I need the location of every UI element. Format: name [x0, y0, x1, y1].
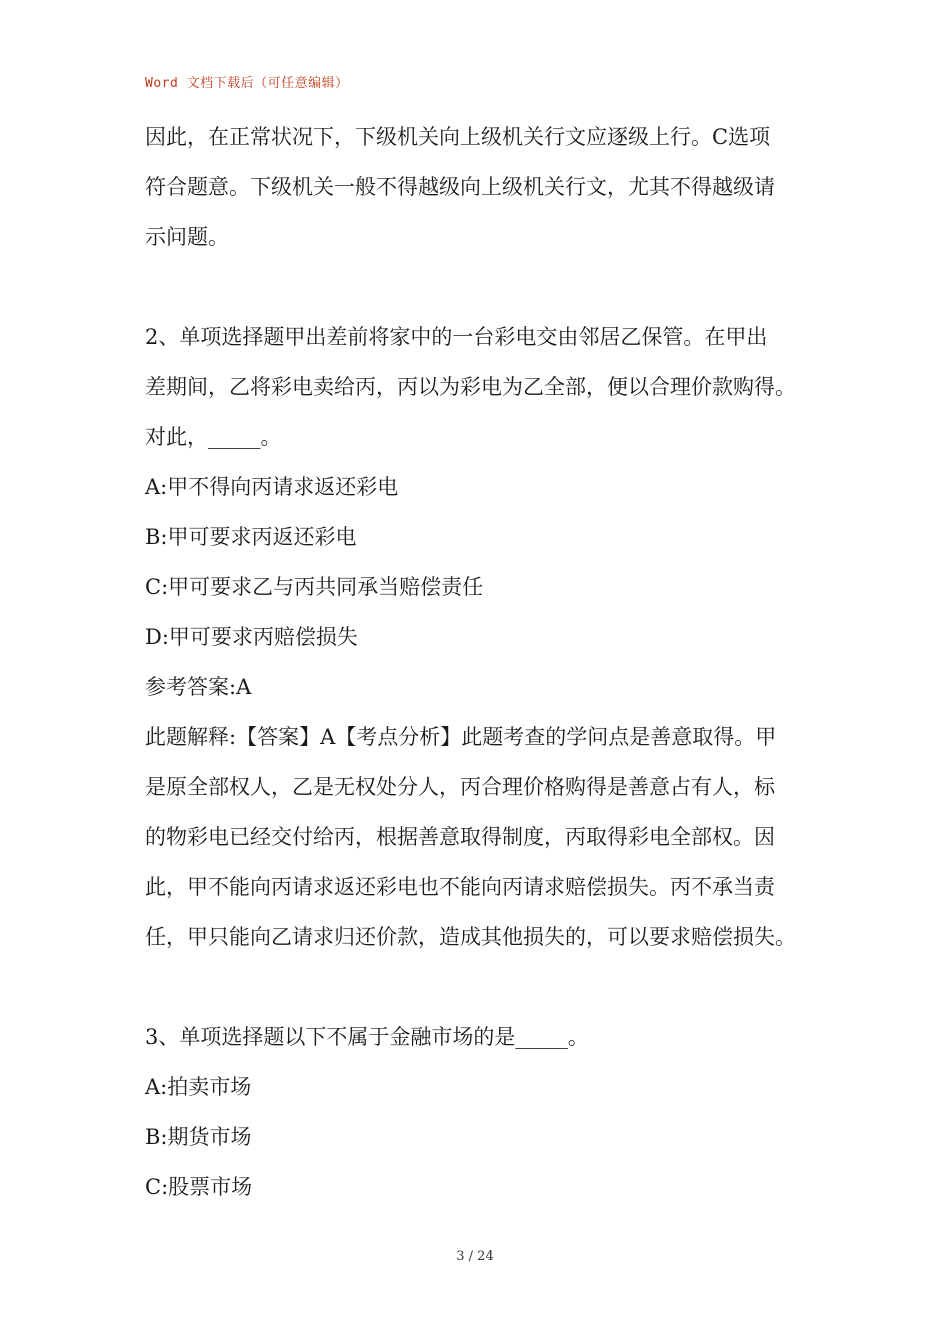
question-2-option-a: A:甲不得向丙请求返还彩电: [145, 475, 399, 499]
page-number: 3 / 24: [456, 1249, 494, 1264]
question-2-explanation-line: 是原全部权人，乙是无权处分人，丙合理价格购得是善意占有人，标: [145, 775, 775, 799]
question-2-explanation-line: 的物彩电已经交付给丙，根据善意取得制度，丙取得彩电全部权。因: [145, 825, 775, 849]
question-3-text-line: 3、单项选择题以下不属于金融市场的是_____。: [145, 1025, 589, 1049]
question-2-explanation-line: 此题解释:【答案】A【考点分析】此题考查的学问点是善意取得。甲: [145, 725, 777, 749]
question-3-option-b: B:期货市场: [145, 1125, 252, 1149]
question-2: [145, 312, 809, 962]
question-3: [145, 1012, 809, 1212]
page-content: [145, 112, 809, 1212]
question-2-option-c: C:甲可要求乙与丙共同承当赔偿责任: [145, 575, 484, 599]
question-3-option-a: A:拍卖市场: [145, 1075, 252, 1099]
intro-paragraph: [145, 112, 809, 262]
question-2-option-b: B:甲可要求丙返还彩电: [145, 525, 357, 549]
text-line: 示问题。: [145, 225, 229, 249]
question-2-explanation-line: 此，甲不能向丙请求返还彩电也不能向丙请求赔偿损失。丙不承当责: [145, 875, 775, 899]
paragraph-gap: [145, 962, 809, 1012]
question-2-text-line: 对此，_____。: [145, 425, 282, 449]
page-header: Word 文档下载后（可任意编辑）: [145, 76, 349, 91]
text-line: 因此，在正常状况下，下级机关向上级机关行文应逐级上行。C选项: [145, 125, 771, 149]
paragraph-gap: [145, 262, 809, 312]
question-2-text-line: 2、单项选择题甲出差前将家中的一台彩电交由邻居乙保管。在甲出: [145, 325, 768, 349]
question-2-text-line: 差期间，乙将彩电卖给丙，丙以为彩电为乙全部，便以合理价款购得。: [145, 375, 796, 399]
text-line: 符合题意。下级机关一般不得越级向上级机关行文，尤其不得越级请: [145, 175, 775, 199]
question-2-answer: 参考答案:A: [145, 675, 252, 699]
question-3-option-c: C:股票市场: [145, 1175, 253, 1199]
question-2-option-d: D:甲可要求丙赔偿损失: [145, 625, 358, 649]
question-2-explanation-line: 任，甲只能向乙请求归还价款，造成其他损失的，可以要求赔偿损失。: [145, 925, 796, 949]
